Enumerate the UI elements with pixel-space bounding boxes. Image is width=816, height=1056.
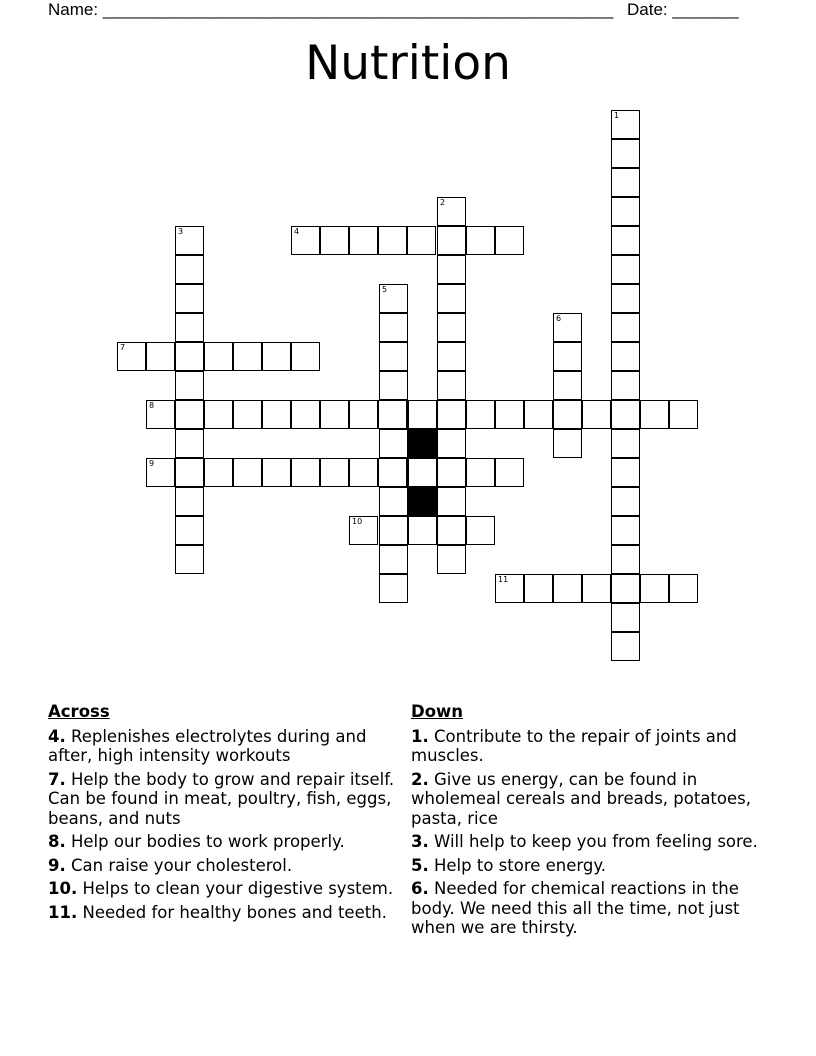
clue-number: 3 (178, 227, 184, 236)
crossword-cell[interactable] (437, 313, 466, 342)
crossword-cell[interactable] (379, 545, 408, 574)
clue-number: 10 (352, 517, 363, 526)
crossword-cell-6[interactable] (553, 313, 582, 342)
crossword-cell[interactable] (320, 226, 349, 255)
clue-text: Replenishes electrolytes during and after, high intensity workouts (48, 726, 367, 765)
down-clue (411, 879, 766, 938)
page-title: Nutrition (305, 36, 511, 91)
crossword-cell[interactable] (640, 400, 669, 429)
crossword-block (408, 429, 437, 458)
crossword-cell[interactable] (611, 516, 640, 545)
crossword-cell[interactable] (349, 458, 378, 487)
clue-text: Can raise your cholesterol. (71, 855, 293, 875)
crossword-cell[interactable] (553, 371, 582, 400)
crossword-cell[interactable] (611, 574, 640, 603)
crossword-cell[interactable] (233, 458, 262, 487)
crossword-cell[interactable] (611, 342, 640, 371)
crossword-cell[interactable] (437, 226, 466, 255)
clue-number: 8 (149, 401, 155, 410)
clue-number: 4 (294, 227, 300, 236)
crossword-cell[interactable] (611, 255, 640, 284)
crossword-cell[interactable] (669, 574, 698, 603)
crossword-cell-2[interactable] (437, 197, 466, 226)
crossword-cell[interactable] (175, 255, 204, 284)
crossword-cell[interactable] (611, 458, 640, 487)
crossword-cell[interactable] (437, 255, 466, 284)
crossword-cell-7[interactable] (117, 342, 146, 371)
crossword-cell[interactable] (175, 458, 204, 487)
crossword-cell[interactable] (611, 139, 640, 168)
crossword-cell[interactable] (437, 545, 466, 574)
clue-number: 5 (382, 285, 388, 294)
crossword-cell[interactable] (175, 516, 204, 545)
crossword-cell-4[interactable] (291, 226, 320, 255)
crossword-cell[interactable] (466, 400, 495, 429)
clue-text: Give us energy, can be found in wholemeal cereals and breads, potatoes, pasta, rice (411, 769, 751, 828)
across-clues (48, 702, 403, 926)
clue-number: 1 (614, 111, 620, 120)
crossword-cell[interactable] (379, 342, 408, 371)
crossword-cell[interactable] (466, 516, 495, 545)
across-clue (48, 879, 403, 899)
clue-num: 5. (411, 855, 429, 875)
crossword-cell[interactable] (611, 313, 640, 342)
down-clue (411, 770, 766, 829)
crossword-cell[interactable] (378, 458, 407, 487)
crossword-cell[interactable] (408, 458, 437, 487)
crossword-cell[interactable] (379, 371, 408, 400)
crossword-cell[interactable] (407, 226, 436, 255)
crossword-cell-3[interactable] (175, 226, 204, 255)
crossword-cell[interactable] (437, 487, 466, 516)
crossword-cell[interactable] (437, 458, 466, 487)
crossword-cell[interactable] (524, 400, 553, 429)
clue-text: Will help to keep you from feeling sore. (434, 832, 758, 851)
crossword-cell[interactable] (233, 342, 262, 371)
clue-num: 4. (48, 726, 66, 746)
crossword-cell[interactable] (378, 226, 407, 255)
crossword-cell-10[interactable] (349, 516, 378, 545)
crossword-cell[interactable] (640, 574, 669, 603)
crossword-cell[interactable] (349, 226, 378, 255)
crossword-cell[interactable] (437, 516, 466, 545)
crossword-cell[interactable] (611, 429, 640, 458)
clue-num: 6. (411, 879, 429, 898)
crossword-cell[interactable] (204, 400, 233, 429)
clue-text: Help to store energy. (434, 855, 607, 875)
crossword-cell[interactable] (262, 458, 291, 487)
crossword-cell[interactable] (379, 487, 408, 516)
crossword-cell[interactable] (437, 342, 466, 371)
crossword-cell[interactable] (408, 516, 437, 545)
clue-text: Help our bodies to work properly. (71, 832, 345, 851)
name-line: ______________________________________________________ (102, 0, 614, 19)
clue-num: 9. (48, 855, 66, 875)
crossword-cell[interactable] (291, 458, 320, 487)
down-clue (411, 856, 766, 876)
crossword-cell[interactable] (379, 574, 408, 603)
crossword-cell[interactable] (379, 516, 408, 545)
down-heading: Down (411, 702, 464, 721)
crossword-cell[interactable] (611, 545, 640, 574)
clue-num: 1. (411, 726, 429, 746)
crossword-cell[interactable] (175, 487, 204, 516)
crossword-cell[interactable] (611, 487, 640, 516)
clue-num: 3. (411, 832, 429, 851)
across-clue (48, 856, 403, 876)
crossword-cell[interactable] (669, 400, 698, 429)
clue-text: Needed for chemical reactions in the body. We need this all the time, not just when we are thirsty. (411, 879, 740, 937)
crossword-cell[interactable] (204, 458, 233, 487)
clue-number: 7 (120, 343, 126, 352)
crossword-cell[interactable] (175, 400, 204, 429)
across-clue (48, 832, 403, 852)
clue-text: Contribute to the repair of joints and muscles. (411, 726, 737, 765)
crossword-cell[interactable] (262, 342, 291, 371)
date-line: _______ (672, 0, 739, 19)
down-clue (411, 727, 766, 766)
crossword-cell[interactable] (320, 458, 349, 487)
crossword-cell-5[interactable] (379, 284, 408, 313)
crossword-cell[interactable] (378, 400, 407, 429)
clue-num: 11. (48, 902, 78, 922)
crossword-cell[interactable] (175, 313, 204, 342)
across-clue (48, 903, 403, 923)
clue-text: Needed for healthy bones and teeth. (82, 902, 387, 922)
crossword-cell[interactable] (553, 400, 582, 429)
clue-num: 8. (48, 832, 66, 851)
crossword-block (408, 487, 437, 516)
crossword-cell[interactable] (611, 168, 640, 197)
crossword-cell[interactable] (611, 284, 640, 313)
crossword-cell[interactable] (466, 458, 495, 487)
crossword-cell[interactable] (495, 400, 524, 429)
clue-number: 11 (498, 575, 509, 584)
crossword-cell[interactable] (553, 429, 582, 458)
crossword-cell-8[interactable] (146, 400, 175, 429)
crossword-cell[interactable] (553, 342, 582, 371)
across-heading: Across (48, 702, 110, 721)
crossword-cell[interactable] (379, 429, 408, 458)
crossword-cell[interactable] (611, 371, 640, 400)
clue-number: 6 (556, 314, 562, 323)
crossword-cell[interactable] (466, 226, 495, 255)
across-clue (48, 727, 403, 766)
clue-num: 7. (48, 769, 66, 789)
crossword-cell[interactable] (611, 632, 640, 661)
clue-number: 2 (440, 198, 446, 207)
crossword-cell[interactable] (175, 342, 204, 371)
crossword-cell[interactable] (495, 458, 524, 487)
crossword-cell[interactable] (291, 342, 320, 371)
crossword-cell-11[interactable] (495, 574, 524, 603)
crossword-cell[interactable] (204, 342, 233, 371)
clue-num: 2. (411, 769, 429, 789)
down-clue (411, 832, 766, 852)
down-clues (411, 702, 766, 942)
crossword-cell[interactable] (146, 342, 175, 371)
clue-num: 10. (48, 879, 78, 898)
clue-number: 9 (149, 459, 155, 468)
date-label: Date: (627, 0, 668, 19)
crossword-cell[interactable] (495, 226, 524, 255)
crossword-cell[interactable] (553, 574, 582, 603)
crossword-cell[interactable] (437, 400, 466, 429)
crossword-cell[interactable] (175, 371, 204, 400)
crossword-cell[interactable] (611, 603, 640, 632)
crossword-cell[interactable] (437, 284, 466, 313)
crossword-cell[interactable] (233, 400, 262, 429)
crossword-cell[interactable] (320, 400, 349, 429)
crossword-cell[interactable] (175, 429, 204, 458)
crossword-cell-9[interactable] (146, 458, 175, 487)
crossword-cell-1[interactable] (611, 110, 640, 139)
name-label: Name: (48, 0, 99, 19)
clue-text: Help the body to grow and repair itself. Can be found in meat, poultry, fish, eggs, beans, and nuts (48, 769, 395, 828)
crossword-cell[interactable] (582, 400, 611, 429)
clue-text: Helps to clean your digestive system. (82, 879, 394, 898)
crossword-cell[interactable] (175, 545, 204, 574)
crossword-cell[interactable] (262, 400, 291, 429)
crossword-cell[interactable] (437, 371, 466, 400)
crossword-cell[interactable] (611, 400, 640, 429)
crossword-cell[interactable] (524, 574, 553, 603)
crossword-cell[interactable] (582, 574, 611, 603)
crossword-cell[interactable] (437, 429, 466, 458)
crossword-cell[interactable] (379, 313, 408, 342)
crossword-cell[interactable] (408, 400, 437, 429)
crossword-cell[interactable] (349, 400, 378, 429)
across-clue (48, 770, 403, 829)
crossword-cell[interactable] (175, 284, 204, 313)
crossword-cell[interactable] (611, 197, 640, 226)
crossword-cell[interactable] (611, 226, 640, 255)
crossword-cell[interactable] (291, 400, 320, 429)
